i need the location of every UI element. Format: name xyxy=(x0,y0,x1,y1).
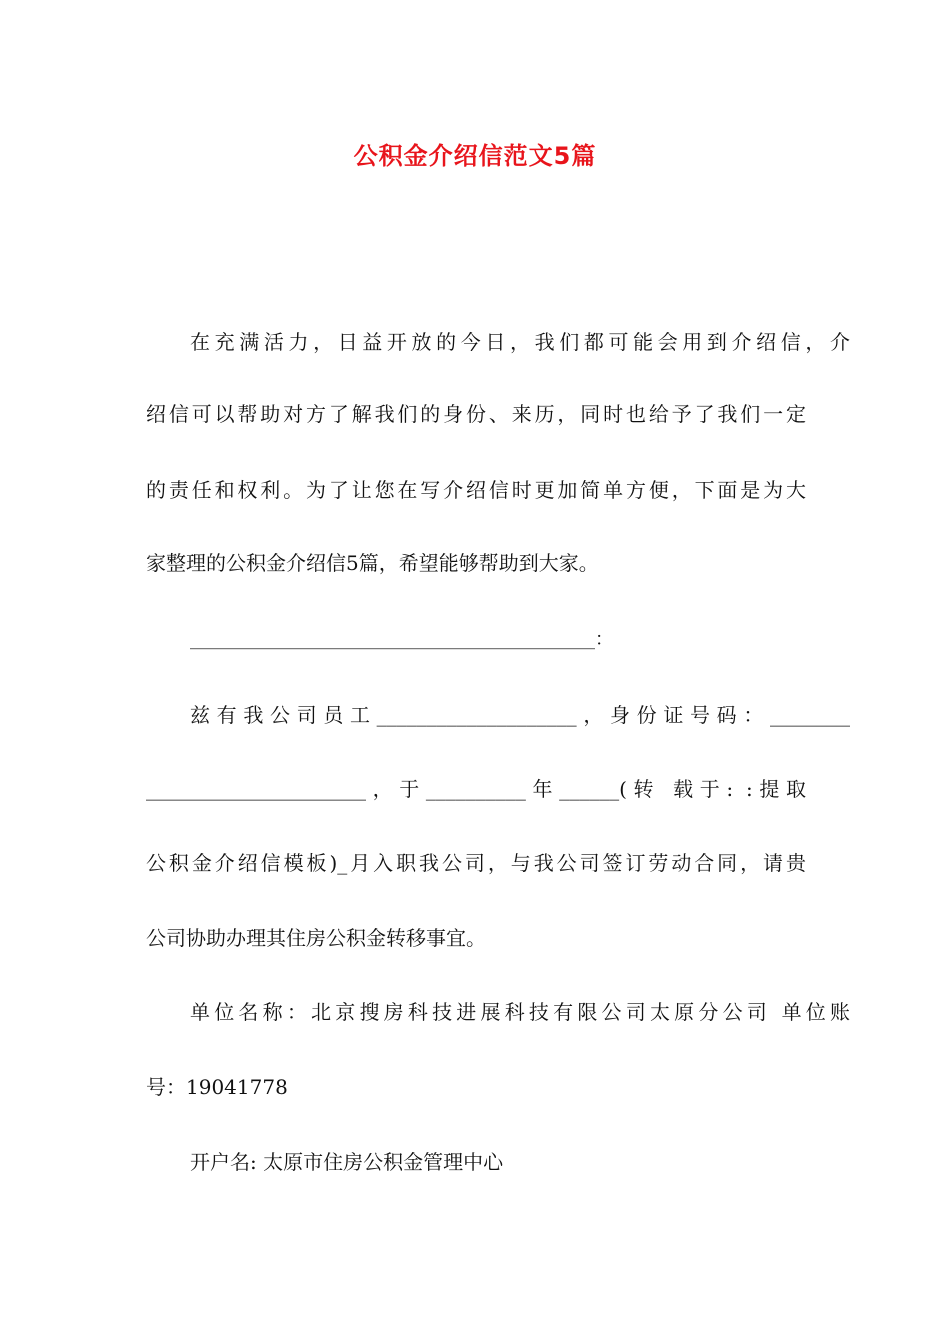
body-line-2: ______________________，于__________年______(转 载于: :提取 xyxy=(146,777,806,801)
body-line-4: 公司协助办理其住房公积金转移事宜。 xyxy=(146,926,486,950)
intro-line-3: 的责任和权利。为了让您在写介绍信时更加简单方便，下面是为大 xyxy=(146,478,806,502)
body-line-3: 公积金介绍信模板)_月入职我公司，与我公司签订劳动合同，请贵 xyxy=(146,851,806,875)
document-title: 公积金介绍信范文5篇 xyxy=(353,142,597,170)
body-line-1: 兹有我公司员工____________________，身份证号码：________ xyxy=(190,703,850,727)
account-name-line: 开户名: 太原市住房公积金管理中心 xyxy=(190,1150,504,1174)
intro-line-2: 绍信可以帮助对方了解我们的身份、来历，同时也给予了我们一定 xyxy=(146,402,806,426)
intro-line-4: 家整理的公积金介绍信5篇，希望能够帮助到大家。 xyxy=(146,551,599,575)
unit-account-line: 号：19041778 xyxy=(146,1075,288,1099)
intro-line-1: 在充满活力，日益开放的今日，我们都可能会用到介绍信，介 xyxy=(190,330,850,354)
salutation-blank: _____________________________________________： xyxy=(190,629,613,650)
unit-name-line: 单位名称：北京搜房科技进展科技有限公司太原分公司 单位账 xyxy=(190,1000,850,1024)
